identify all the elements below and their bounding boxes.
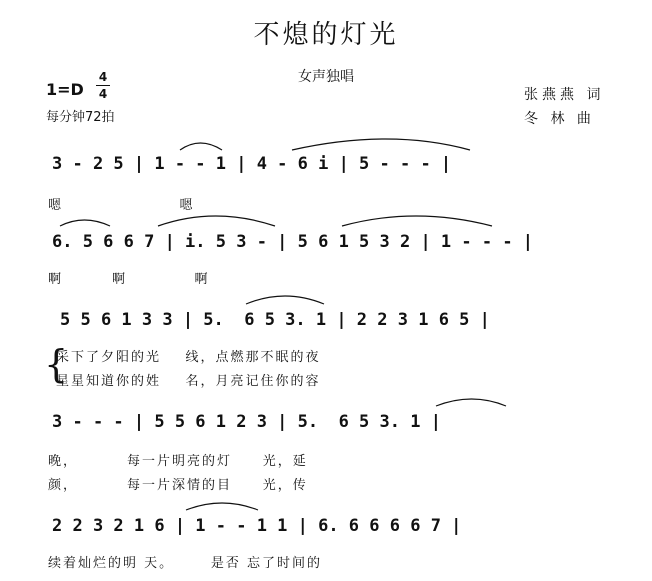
lyric-row-2: 啊 啊 啊	[48, 272, 210, 287]
notation-row-5: 2 2 3 2 1 6 | 1 - - 1 1 | 6. 6 6 6 6 7 |	[52, 516, 462, 536]
slur-arc	[342, 216, 492, 226]
composer-credit: 冬 林 曲	[524, 111, 595, 127]
time-signature-bottom: 4	[98, 87, 108, 101]
lyric-row-1: 嗯 嗯	[48, 198, 195, 213]
notation-row-4: 3 - - - | 5 5 6 1 2 3 | 5. 6 5 3. 1 |	[52, 412, 441, 432]
lyric-row-4-verse-2: 颜， 每一片深情的目 光，传	[48, 478, 308, 493]
slur-arc	[186, 503, 258, 510]
verse-brace: {	[44, 342, 69, 386]
notation-row-1: 3 - 2 5 | 1 - - 1 | 4 - 6 i | 5 - - - |	[52, 154, 452, 174]
lyric-row-3-verse-1: 采下了夕阳的光 线，点燃那不眠的夜	[56, 350, 321, 365]
performance-type: 女声独唱	[298, 69, 354, 85]
lyric-row-4-verse-1: 晚， 每一片明亮的灯 光，延	[48, 454, 308, 469]
slur-arc	[436, 399, 506, 406]
slur-arc	[60, 220, 110, 226]
slur-arc	[180, 143, 222, 150]
slur-arc	[292, 139, 470, 150]
lyricist-credit: 张燕燕 词	[524, 87, 605, 103]
time-signature-top: 4	[98, 70, 108, 84]
slur-arc	[158, 216, 275, 226]
lyric-row-3-verse-2: 星星知道你的姓 名，月亮记住你的容	[56, 374, 321, 389]
lyric-row-5: 续着灿烂的明 天。 是否 忘了时间的	[48, 556, 323, 571]
notation-row-3: 5 5 6 1 3 3 | 5. 6 5 3. 1 | 2 2 3 1 6 5 |	[60, 310, 490, 330]
song-title: 不熄的灯光	[253, 20, 399, 50]
key-signature: 1=D	[46, 80, 84, 99]
tempo-marking: 每分钟72拍	[46, 110, 115, 125]
notation-row-2: 6. 5 6 6 7 | i. 5 3 - | 5 6 1 5 3 2 | 1 - - - |	[52, 232, 534, 252]
slur-arc	[246, 296, 324, 304]
